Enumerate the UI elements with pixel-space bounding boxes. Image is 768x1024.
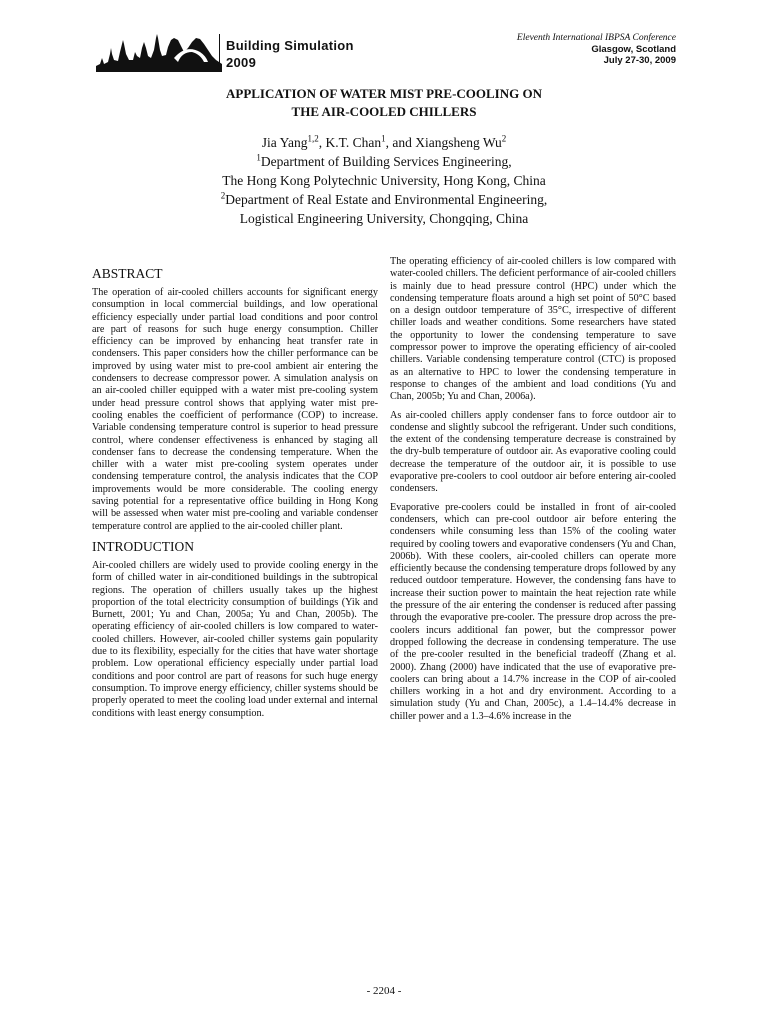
title-line2: THE AIR-COOLED CHILLERS	[291, 104, 477, 119]
title-line1: APPLICATION OF WATER MIST PRE-COOLING ON	[225, 86, 542, 101]
author-1-sup: 1,2	[307, 133, 319, 144]
conference-info	[517, 33, 676, 66]
affiliation-2-line1	[0, 190, 768, 209]
abstract-text: The operation of air-cooled chillers accounts for significant energy consumption in local commercial buildings, and low operational efficiency especially under partial load conditions and poor control are part of reasons for such huge energy consumption. Chiller efficiency can be improved by enhancing heat transfer rate in condensers. This paper considers how the chiller performance can be improved by using water mist to pre-cool ambient air entering the condensers to decrease compressor power. A simulation analysis on an air-cooled chiller equipped with a water mist pre-cooling system under head pressure control shows that applying water mist pre-cooling enables the coefficient of performance (COP) to increase. Variable condensing temperature control is superior to head pressure control, where condenser effectiveness is enhanced by staging all condenser fans to decrease the condensing temperature. When the chiller with a water mist pre-cooling system operates under condensing temperature control, the analysis indicates that the COP improvements would be more considerable. The cooling energy saving potential for a representative office building in Hong Kong will be assessed when water mist pre-cooling and variable condenser temperature control are applied to the air-cooled chiller plant.	[92, 287, 378, 532]
logo-divider	[219, 34, 220, 70]
abstract-heading: ABSTRACT	[92, 266, 163, 281]
affiliation-1-sup: 1	[256, 152, 261, 163]
author-1: Jia Yang	[261, 135, 308, 150]
author-block	[0, 133, 768, 228]
affiliation-1-line2: The Hong Kong Polytechnic University, Hong Kong, China	[222, 173, 546, 188]
page-number: - 2204 -	[366, 985, 402, 997]
author-3-sup: 2	[501, 133, 507, 144]
body-paragraph-3: Evaporative pre-coolers could be installed in front of air-cooled condensers, which can pre-cool outdoor air before entering the condensers while consuming less than 15% of the cooling water required by cooling towers and evaporative condensers (Yu and Chan, 2006b). With these coolers, air-cooled chillers can operate more efficiently because the condensing temperature drops followed by any reduced outdoor temperature. However, the condensing fans have to increase their suction power to maintain the heat rejection rate while the pressure of the air entering the condenser is reduced after passing through the evaporative pre-cooler. The pressure drop across the pre-coolers incurs additional fan power, but the compressor power dropped following the decrease in condensing temperature. The use of the pre-cooler resulted in the beneficial tradeoff (Zhang et al. 2000). Zhang (2000) have indicated that the use of evaporative pre-coolers can bring about a 14.7% increase in the COP of air-cooled chillers working in a hot and dry environment. According to a simulation study (Yu and Chan, 2005c), a 1.4–14.4% decrease in chiller power and a 1.3–4.6% increase in the	[390, 501, 676, 722]
author-3: , and Xiangsheng Wu	[385, 135, 502, 150]
glasgow-skyline-logo-icon	[96, 30, 222, 72]
conference-dates: July 27-30, 2009	[603, 55, 676, 66]
logo-line1: Building Simulation	[226, 38, 354, 53]
page-header	[0, 0, 768, 80]
affiliation-1-line1	[0, 152, 768, 171]
body-paragraph-2: As air-cooled chillers apply condenser fans to force outdoor air to condense and slightly subcool the refrigerant. Under such conditions, the extent of the condensing temperature decrease is constrained by the dry-bulb temperature of outdoor air. As evaporative cooling could decrease the temperature of the outdoor air, it is possible to use evaporative pre-coolers to cool outdoor air before entering air-cooled condensers.	[390, 409, 676, 495]
conference-location: Glasgow, Scotland	[591, 44, 676, 55]
author-names	[0, 133, 768, 152]
paper-title	[0, 85, 768, 121]
left-column	[92, 262, 378, 726]
affiliation-2-line2: Logistical Engineering University, Chongqing, China	[239, 211, 529, 226]
affiliation-1-text: Department of Building Services Engineering,	[260, 154, 512, 169]
affiliation-2-sup: 2	[220, 190, 226, 201]
right-column	[390, 256, 676, 729]
conference-logo-text	[226, 37, 354, 71]
author-2-sup: 1	[381, 133, 386, 144]
affiliation-2-text: Department of Real Estate and Environmental Engineering,	[225, 192, 548, 207]
author-2: , K.T. Chan	[318, 135, 382, 150]
introduction-text: Air-cooled chillers are widely used to provide cooling energy in the form of chilled water in air-conditioned buildings in the subtropical regions. The operation of chillers usually takes up the highest proportion of the total electricity consumption of buildings (Yik and Burnett, 2001; Yu and Chan, 2005a; Yu and Chan, 2005b). The operating efficiency of air-cooled chillers is low compared to water-cooled chillers. However, air-cooled chiller systems gain popularity due to its flexibility, especially for the cities that have water shortage problem. Low operational efficiency especially under partial load conditions and poor control are part of reasons for such huge energy consumption. To improve energy efficiency, chiller systems should be properly operated to meet the cooling load under external and internal conditions with least energy consumption.	[92, 559, 378, 719]
conference-name: Eleventh International IBPSA Conference	[516, 33, 676, 43]
introduction-heading: INTRODUCTION	[92, 538, 194, 554]
body-paragraph-1: The operating efficiency of air-cooled chillers is low compared with water-cooled chillers. The deficient performance of air-cooled chillers is mainly due to head pressure control (HPC) under which the condensing temperature floats around a high set point of 50°C based on a design outdoor temperature of 35°C, irrespective of different chiller loads and weather conditions. Some researchers have stated the opportunity to lower the condensing temperature to save compressor power to improve the operating efficiency of air-cooled chillers. Variable condensing temperature control (CTC) is proposed as an alternative to HPC to lower the condensing temperature in response to changes of the ambient and load conditions (Yu and Chan, 2005b; Yu and Chan, 2006a).	[390, 256, 676, 403]
logo-line2: 2009	[226, 55, 257, 70]
